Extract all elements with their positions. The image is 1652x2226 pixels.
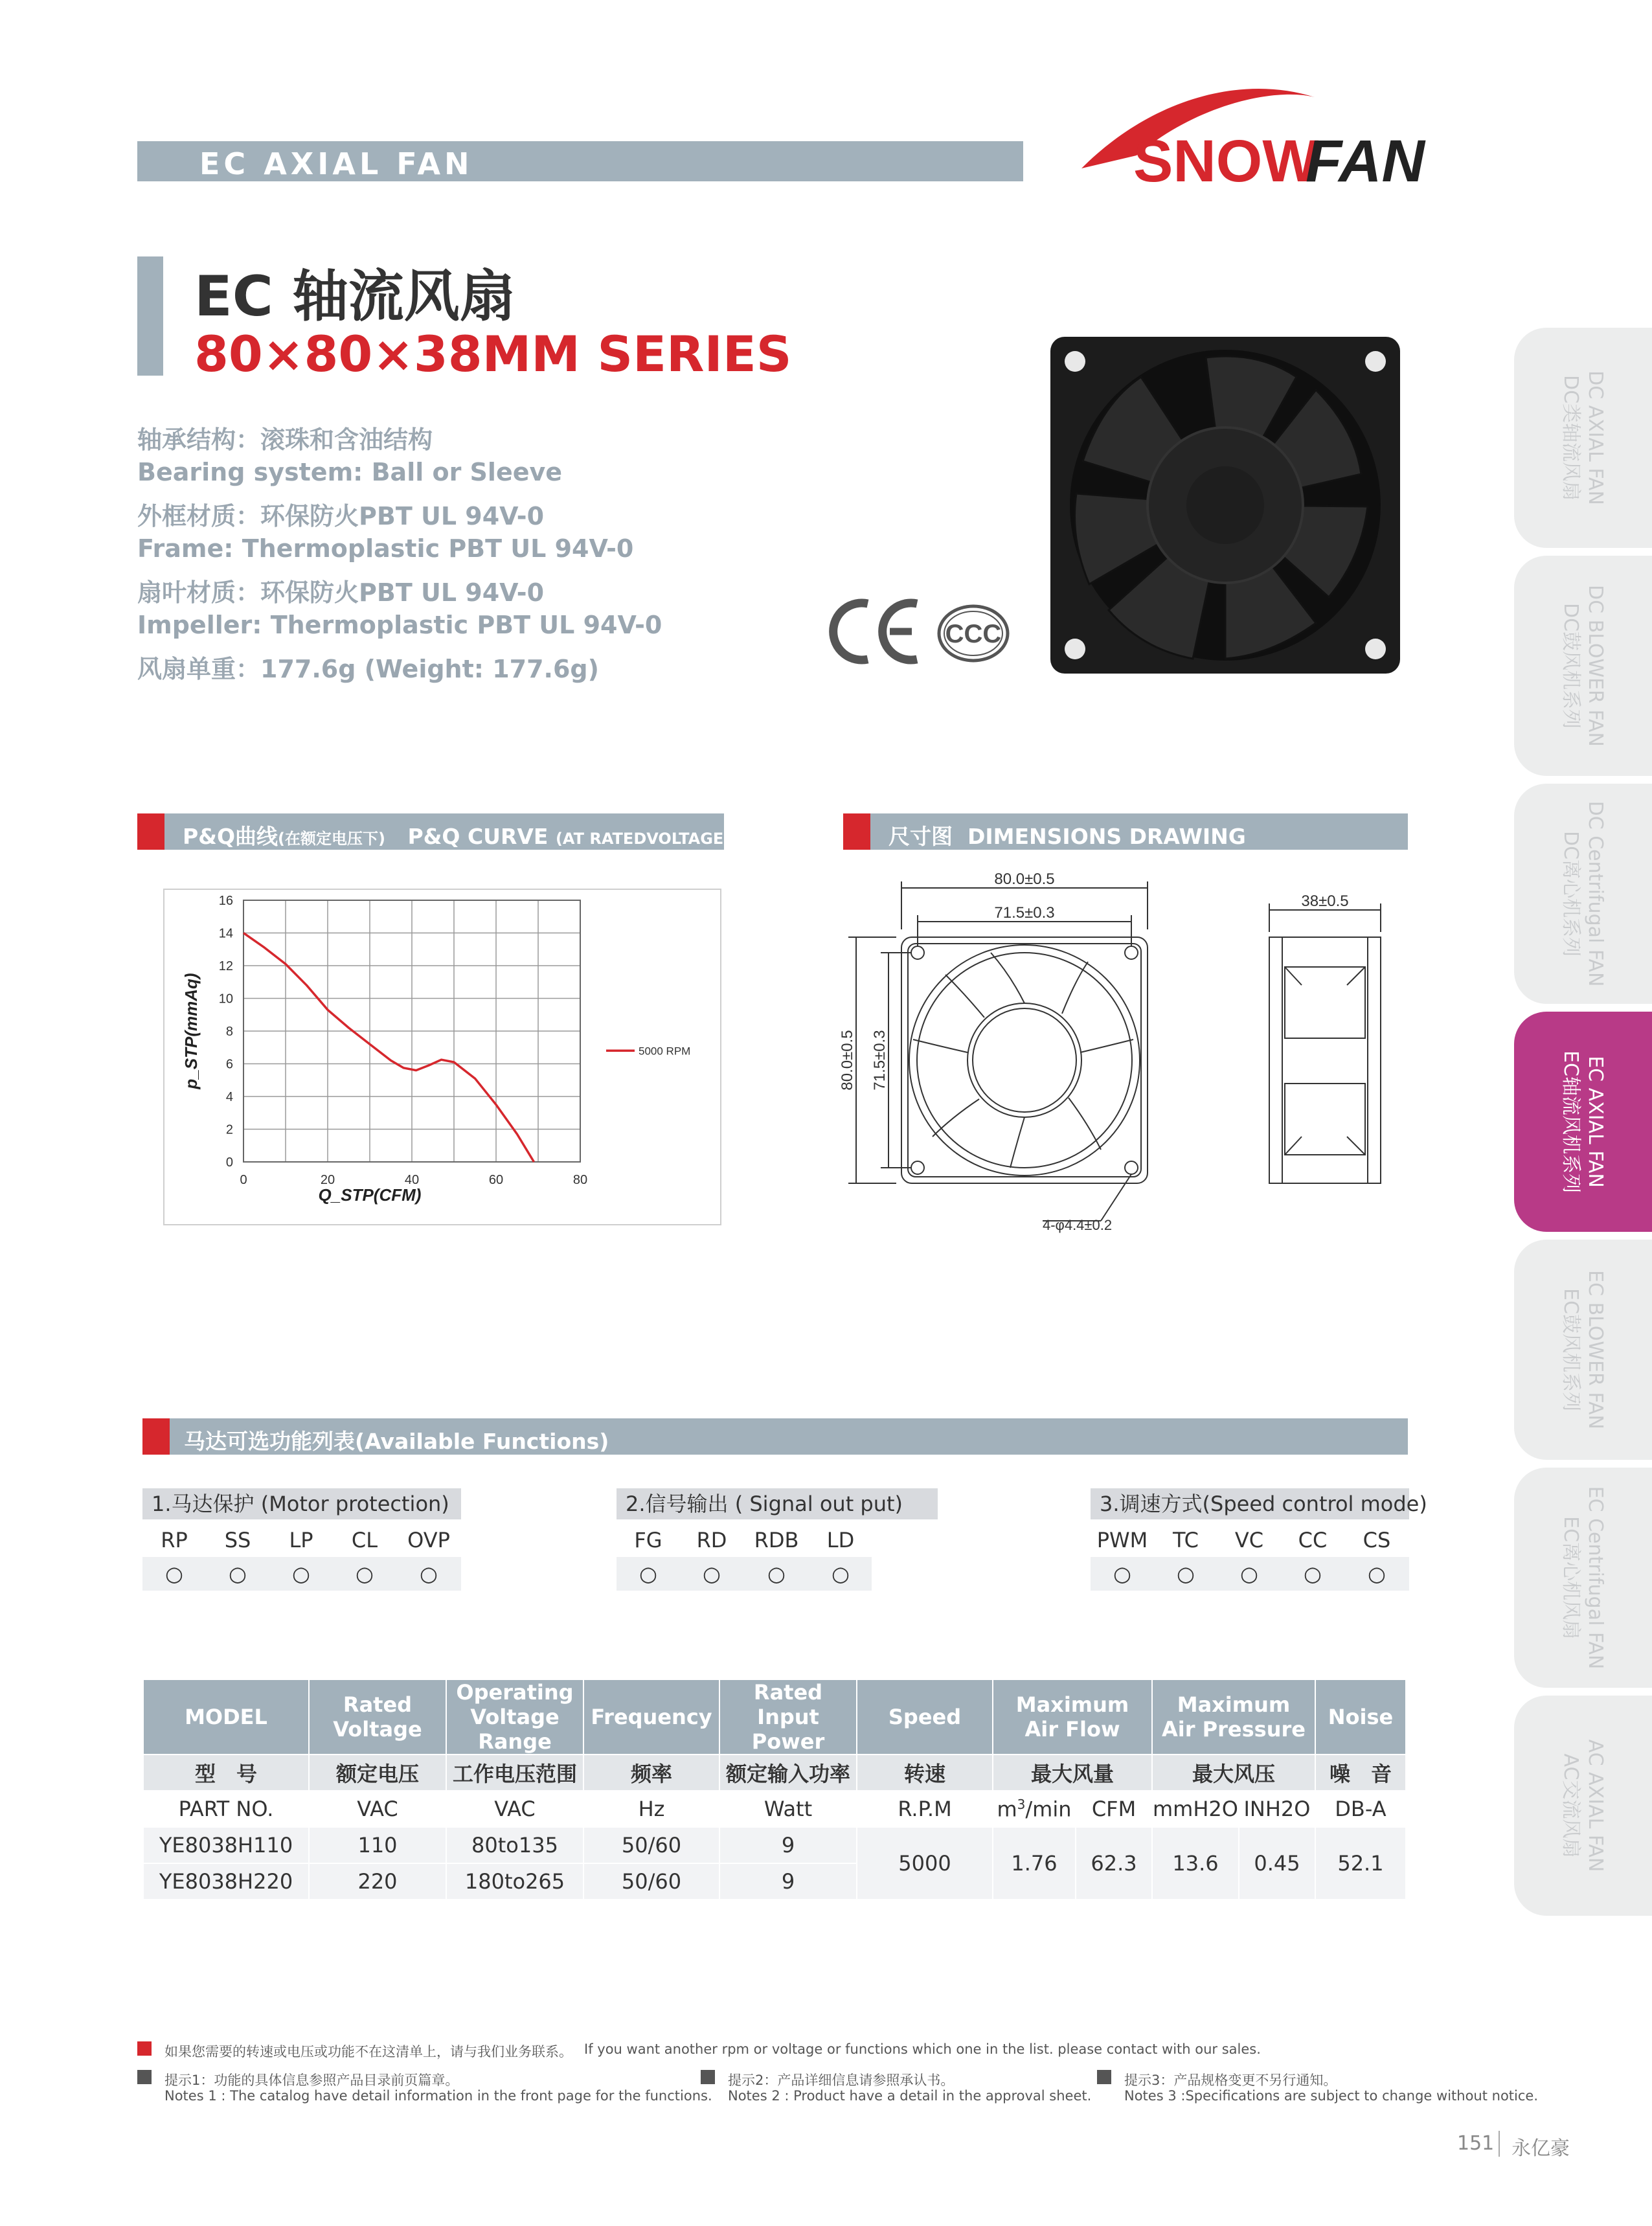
col-model: MODEL <box>143 1679 309 1755</box>
specification-table <box>142 1679 1407 1900</box>
side-tab-ac-axial-fan[interactable]: AC AXIAL FAN AC交流风扇 <box>1514 1696 1652 1916</box>
series-line-5000-rpm <box>243 933 534 1163</box>
function-mark: ○ <box>1091 1557 1154 1591</box>
footer-divider <box>1499 2131 1500 2157</box>
pq-chart <box>164 890 720 1224</box>
x-tick-label: 80 <box>572 1173 588 1187</box>
col-noise: Noise <box>1315 1679 1406 1755</box>
table-header-en <box>143 1679 1406 1755</box>
function-group-title: 1.马达保护 (Motor protection) <box>142 1488 461 1519</box>
dimensions-section-bar <box>843 813 1408 850</box>
function-code: CC <box>1298 1528 1328 1552</box>
dimensions-section-title: 尺寸图 DIMENSIONS DRAWING <box>888 824 1246 849</box>
fan-product-photo <box>1044 332 1407 681</box>
note-1-cn: 提示1：功能的具体信息参照产品目录前页篇章。 <box>164 2073 459 2088</box>
function-mark: ○ <box>617 1557 680 1591</box>
spec-frame-cn: 外框材质：环保防火PBT UL 94V-0 <box>137 502 545 530</box>
col-rated-voltage: Rated Voltage <box>309 1679 446 1755</box>
function-code: OVP <box>407 1528 450 1552</box>
dim-height-outer: 80.0±0.5 <box>839 1030 856 1091</box>
dimensions-drawing <box>829 858 1425 1247</box>
note-3-en: Notes 3 :Specifications are subject to change without notice. <box>1124 2088 1539 2104</box>
y-axis-label: p_STP(mmAq) <box>181 973 201 1089</box>
title-accent-bar <box>137 256 163 376</box>
side-tab-dc-centrifugal-fan[interactable]: DC Centrifugal FAN DC离心机系列 <box>1514 784 1652 1004</box>
function-code: FG <box>634 1528 662 1552</box>
note-3-cn: 提示3：产品规格变更不另行通知。 <box>1124 2073 1337 2088</box>
page-number: 151 <box>1457 2132 1495 2155</box>
x-tick-label: 0 <box>240 1173 247 1187</box>
side-tab-dc-axial-fan[interactable]: DC AXIAL FAN DC类轴流风扇 <box>1514 328 1652 548</box>
col-air-pressure: Maximum Air Pressure <box>1152 1679 1315 1755</box>
function-code: VC <box>1234 1528 1264 1552</box>
function-group-signal-output <box>617 1488 938 1591</box>
product-series: 80×80×38MM SERIES <box>194 325 792 383</box>
function-mark: ○ <box>206 1557 269 1591</box>
y-tick-label: 8 <box>225 1025 233 1039</box>
function-code: TC <box>1172 1528 1199 1552</box>
function-mark: ○ <box>1154 1557 1217 1591</box>
pq-chart-frame <box>163 889 721 1225</box>
function-mark: ○ <box>809 1557 872 1591</box>
function-code: CS <box>1363 1528 1391 1552</box>
pq-curve-section-bar <box>137 813 731 850</box>
x-tick-label: 40 <box>404 1173 420 1187</box>
function-mark: ○ <box>1217 1557 1281 1591</box>
spec-impeller-en: Impeller: Thermoplastic PBT UL 94V-0 <box>137 611 662 639</box>
side-tab-ec-axial-fan[interactable]: EC AXIAL FAN EC轴流风机系列 <box>1514 1012 1652 1232</box>
spec-impeller-cn: 扇叶材质：环保防火PBT UL 94V-0 <box>137 578 545 607</box>
y-tick-label: 6 <box>225 1057 233 1072</box>
dim-width-inner: 71.5±0.3 <box>994 904 1055 922</box>
function-code: RD <box>696 1528 727 1552</box>
function-mark: ○ <box>142 1557 206 1591</box>
side-tab-ec-blower-fan[interactable]: EC BLOWER FAN EC鼓风机系列 <box>1514 1240 1652 1460</box>
functions-section-bar <box>142 1418 1408 1455</box>
function-group-title: 3.调速方式(Speed control mode) <box>1091 1488 1409 1519</box>
spec-frame-en: Frame: Thermoplastic PBT UL 94V-0 <box>137 534 634 563</box>
spec-bearing-cn: 轴承结构：滚珠和含油结构 <box>137 426 433 454</box>
dim-holes: 4-φ4.4±0.2 <box>1043 1217 1113 1233</box>
model-cell: YE8038H220 <box>143 1863 309 1900</box>
y-tick-label: 12 <box>218 959 233 973</box>
y-tick-label: 14 <box>218 926 233 941</box>
col-air-flow: Maximum Air Flow <box>993 1679 1152 1755</box>
note-1-en: Notes 1 : The catalog have detail information in the front page for the functions. <box>164 2088 712 2104</box>
x-axis-label: Q_STP(CFM) <box>318 1185 422 1205</box>
spec-bearing-en: Bearing system: Ball or Sleeve <box>137 458 563 486</box>
function-mark: ○ <box>680 1557 743 1591</box>
note-marker <box>701 2070 715 2084</box>
note-main-cn: 如果您需要的转速或电压或功能不在这清单上，请与我们业务联系。 <box>164 2044 572 2060</box>
category-header-bar <box>137 141 1023 181</box>
footer-brand: 永亿豪 <box>1511 2137 1570 2160</box>
function-code: SS <box>224 1528 251 1552</box>
function-mark: ○ <box>1344 1557 1409 1591</box>
y-tick-label: 10 <box>218 992 233 1006</box>
col-input-power: Rated Input Power <box>719 1679 857 1755</box>
y-tick-label: 4 <box>225 1090 233 1104</box>
note-marker-red <box>137 2041 152 2056</box>
legend-label: 5000 RPM <box>639 1045 691 1058</box>
product-title-cn: EC 轴流风扇 <box>194 264 515 329</box>
function-mark: ○ <box>396 1557 461 1591</box>
dim-depth: 38±0.5 <box>1301 892 1349 910</box>
pq-section-title: P&Q曲线(在额定电压下) P&Q CURVE (AT RATEDVOLTAGE) <box>183 824 731 849</box>
function-code: LP <box>289 1528 313 1552</box>
x-tick-label: 60 <box>488 1173 504 1187</box>
side-tab-dc-blower-fan[interactable]: DC BLOWER FAN DC鼓风机系列 <box>1514 556 1652 776</box>
svg-text:CCC: CCC <box>945 620 1002 648</box>
y-tick-label: 2 <box>225 1122 233 1137</box>
note-2-cn: 提示2：产品详细信息请参照承认书。 <box>728 2073 955 2088</box>
note-2-en: Notes 2 : Product have a detail in the approval sheet. <box>728 2088 1092 2104</box>
col-operating-range: Operating Voltage Range <box>446 1679 583 1755</box>
dim-width-outer: 80.0±0.5 <box>994 870 1055 888</box>
functions-section-title: 马达可选功能列表(Available Functions) <box>184 1429 609 1454</box>
y-tick-label: 16 <box>218 894 233 908</box>
y-tick-label: 0 <box>225 1155 233 1170</box>
function-group-speed-control <box>1091 1488 1427 1591</box>
side-tab-ec-centrifugal-fan[interactable]: EC Centrifugal FAN EC离心机风扇 <box>1514 1468 1652 1688</box>
speed-cell: 5000 <box>857 1827 993 1900</box>
snowfan-logo <box>1075 71 1464 194</box>
function-mark: ○ <box>333 1557 396 1591</box>
table-header-cn: 型 号 额定电压 工作电压范围 频率 额定输入功率 转速 最大风量 最大风压 噪 音 <box>143 1755 1406 1791</box>
function-code: RP <box>161 1528 188 1552</box>
note-main-en: If you want another rpm or voltage or functions which one in the list. please contact with our sales. <box>584 2041 1261 2057</box>
category-title: EC AXIAL FAN <box>199 146 473 181</box>
table-row: YE8038H110 110 80to135 50/60 9 5000 1.76 62.3 13.6 0.45 52.1 <box>143 1827 1406 1863</box>
function-mark: ○ <box>269 1557 333 1591</box>
function-mark: ○ <box>743 1557 809 1591</box>
model-cell: YE8038H110 <box>143 1827 309 1863</box>
function-code: PWM <box>1096 1528 1148 1552</box>
function-code: LD <box>826 1528 855 1552</box>
function-code: RDB <box>754 1528 799 1552</box>
dim-height-inner: 71.5±0.3 <box>871 1030 888 1091</box>
function-group-title: 2.信号输出 ( Signal out put) <box>617 1488 938 1519</box>
ccc-mark <box>936 604 1010 663</box>
function-code: CL <box>351 1528 378 1552</box>
function-group-motor-protection <box>142 1488 461 1591</box>
function-mark: ○ <box>1281 1557 1344 1591</box>
col-frequency: Frequency <box>583 1679 719 1755</box>
note-marker <box>137 2070 152 2084</box>
svg-text:FAN: FAN <box>1306 128 1425 194</box>
note-marker <box>1097 2070 1111 2084</box>
svg-text:SNOW: SNOW <box>1133 128 1319 194</box>
col-speed: Speed <box>857 1679 993 1755</box>
spec-weight: 风扇单重：177.6g (Weight: 177.6g) <box>137 655 599 683</box>
table-units-row: PART NO. VAC VAC Hz Watt R.P.M $m^3/\min$ CFM mmH2O INH2O DB-A <box>143 1791 1406 1827</box>
ce-mark <box>829 596 926 667</box>
x-tick-label: 20 <box>320 1173 335 1187</box>
table-row: YE8038H220 220 180to265 50/60 9 <box>143 1863 1406 1900</box>
